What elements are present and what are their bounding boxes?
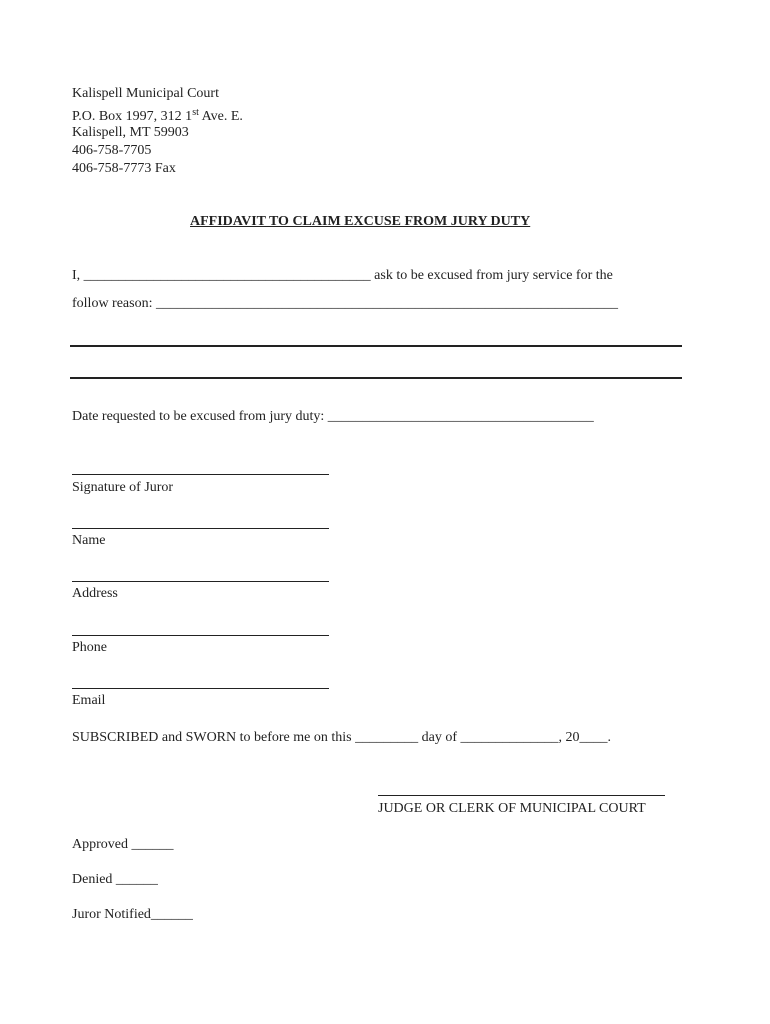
name-line xyxy=(72,528,329,529)
address-line xyxy=(72,581,329,582)
phone-line xyxy=(72,635,329,636)
address-line1-part1: P.O. Box 1997, 312 1 xyxy=(72,109,193,124)
juror-notified-field: Juror Notified______ xyxy=(72,907,193,922)
address-line1-superscript: st xyxy=(192,107,199,118)
juror-name-reason-line: I, _________________________________________ ask to be excused from jury service for the xyxy=(72,268,613,283)
approved-field: Approved ______ xyxy=(72,837,174,852)
reason-continuation-rule-2 xyxy=(70,377,682,379)
reason-line: follow reason: __________________________________________________________________ xyxy=(72,296,618,311)
name-label: Name xyxy=(72,533,106,548)
court-address-line2: Kalispell, MT 59903 xyxy=(72,125,189,140)
signature-label: Signature of Juror xyxy=(72,480,174,495)
phone-label: Phone xyxy=(72,640,107,655)
email-label: Email xyxy=(72,693,106,708)
address-line1-part2: Ave. E. xyxy=(198,109,243,124)
email-line xyxy=(72,688,329,689)
court-phone: 406-758-7705 xyxy=(72,143,152,158)
denied-field: Denied ______ xyxy=(72,872,158,887)
date-requested-line: Date requested to be excused from jury duty: ______________________________________ xyxy=(72,409,594,424)
form-title: AFFIDAVIT TO CLAIM EXCUSE FROM JURY DUTY xyxy=(190,214,531,229)
signature-line xyxy=(72,474,329,475)
address-label: Address xyxy=(72,586,118,601)
judge-signature-line xyxy=(378,795,665,796)
reason-continuation-rule-1 xyxy=(70,345,682,347)
judge-label: JUDGE OR CLERK OF MUNICIPAL COURT xyxy=(378,801,646,816)
court-fax: 406-758-7773 Fax xyxy=(72,161,176,176)
court-name: Kalispell Municipal Court xyxy=(72,86,219,101)
sworn-statement: SUBSCRIBED and SWORN to before me on this _________ day of ______________, 20____. xyxy=(72,730,611,745)
